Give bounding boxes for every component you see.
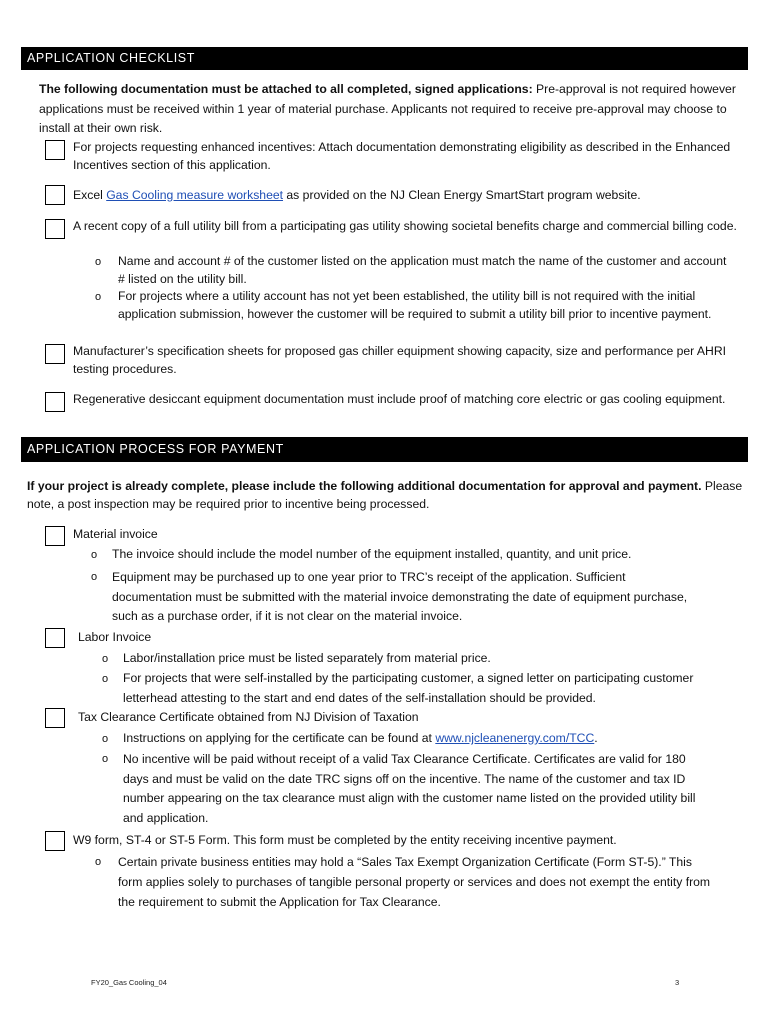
worksheet-post: as provided on the NJ Clean Energy SmartStart program website. xyxy=(283,188,641,202)
checklist-intro-rest: Pre-approval is not required however applications must be received within 1 year of material purchase. Applicants not required to receive pre-approval may choose to install at their own risk. xyxy=(39,82,736,135)
checklist-item-worksheet xyxy=(73,187,743,205)
bullet: o xyxy=(95,856,102,868)
labor-invoice-sub-2: For projects that were self-installed by the participating customer, a signed letter on participating customer letterhead attesting to the start and end dates of the self-installation should be provided. xyxy=(123,671,694,705)
tax-clearance-sub-2: No incentive will be paid without receipt of a valid Tax Clearance Certificate. Certificates are valid for 180 days and must be valid on the date TRC signs off on the incentive. The name of the customer and tax ID number appearing on the tax clearance must align with the customer name listed on the provided utility bill and application. xyxy=(123,752,696,825)
payment-item-tax-clearance: Tax Clearance Certificate obtained from NJ Division of Taxation xyxy=(78,710,419,724)
tcc-post: . xyxy=(594,731,598,745)
bullet: o xyxy=(102,753,109,765)
utility-bill-sub-1: Name and account # of the customer listed on the application must match the name of the customer and account # listed on the utility bill. xyxy=(118,254,727,286)
checklist-item-utility-bill: A recent copy of a full utility bill from a participating gas utility showing societal benefits charge and commercial billing code. xyxy=(73,219,737,233)
bullet: o xyxy=(91,549,98,561)
section-header-checklist: APPLICATION CHECKLIST xyxy=(21,47,748,70)
tcc-pre: Instructions on applying for the certificate can be found at xyxy=(123,731,436,745)
bullet: o xyxy=(102,673,109,685)
footer-doc-id: FY20_Gas Cooling_04 xyxy=(91,978,167,987)
payment-intro-bold: If your project is already complete, please include the following additional documentation for approval and payment. xyxy=(27,479,702,493)
tax-clearance-sub-1 xyxy=(123,730,733,748)
payment-intro-rest: Please note, a post inspection may be required prior to incentive being processed. xyxy=(27,479,743,511)
checkbox-worksheet[interactable] xyxy=(45,185,65,205)
section-header-payment: APPLICATION PROCESS FOR PAYMENT xyxy=(21,437,748,462)
checkbox-spec-sheets[interactable] xyxy=(45,344,65,364)
bullet: o xyxy=(95,256,102,268)
checkbox-w9-form[interactable] xyxy=(45,831,65,851)
material-invoice-sub-1: The invoice should include the model number of the equipment installed, quantity, and unit price. xyxy=(112,547,632,561)
bullet: o xyxy=(91,571,98,583)
checklist-intro-bold: The following documentation must be attached to all completed, signed applications: xyxy=(39,82,533,96)
payment-item-w9-form: W9 form, ST-4 or ST-5 Form. This form must be completed by the entity receiving incentive payment. xyxy=(73,833,617,847)
checklist-intro xyxy=(39,80,744,139)
checklist-item-enhanced: For projects requesting enhanced incentives: Attach documentation demonstrating eligibility as described in the Enhanced Incentives section of this application. xyxy=(73,140,731,172)
payment-item-labor-invoice: Labor Invoice xyxy=(78,630,152,644)
checkbox-enhanced-incentives[interactable] xyxy=(45,140,65,160)
worksheet-link[interactable]: Gas Cooling measure worksheet xyxy=(106,188,284,202)
material-invoice-sub-2: Equipment may be purchased up to one year prior to TRC’s receipt of the application. Sufficient documentation must be submitted with the material invoice demonstrating the date of equipment purchase, such as a purchase order, if it is not clear on the material invoice. xyxy=(112,570,688,623)
checkbox-material-invoice[interactable] xyxy=(45,526,65,546)
labor-invoice-sub-1: Labor/installation price must be listed separately from material price. xyxy=(123,651,491,665)
bullet: o xyxy=(102,653,109,665)
payment-intro xyxy=(27,478,752,513)
utility-bill-sub-2: For projects where a utility account has not yet been established, the utility bill is not required with the initial application submission, however the customer will be required to submit a utility bill prior to incentive payment. xyxy=(118,289,712,321)
footer-page-number: 3 xyxy=(675,978,680,987)
tcc-link[interactable]: www.njcleanenergy.com/TCC xyxy=(435,731,595,745)
worksheet-pre: Excel xyxy=(73,188,107,202)
checklist-item-desiccant: Regenerative desiccant equipment documentation must include proof of matching core electric or gas cooling equipment. xyxy=(73,392,726,406)
bullet: o xyxy=(102,733,109,745)
checkbox-desiccant[interactable] xyxy=(45,392,65,412)
checkbox-tax-clearance[interactable] xyxy=(45,708,65,728)
payment-item-material-invoice: Material invoice xyxy=(73,527,158,541)
checkbox-labor-invoice[interactable] xyxy=(45,628,65,648)
checklist-item-spec-sheets: Manufacturer’s specification sheets for proposed gas chiller equipment showing capacity, size and performance per AHRI testing procedures. xyxy=(73,344,727,376)
checkbox-utility-bill[interactable] xyxy=(45,219,65,239)
bullet: o xyxy=(95,291,102,303)
w9-form-sub-1: Certain private business entities may hold a “Sales Tax Exempt Organization Certificate (Form ST-5).” This form applies solely to purchases of tangible personal property or services and does not exempt the entity from the requirement to submit the Application for Tax Clearance. xyxy=(118,855,711,909)
